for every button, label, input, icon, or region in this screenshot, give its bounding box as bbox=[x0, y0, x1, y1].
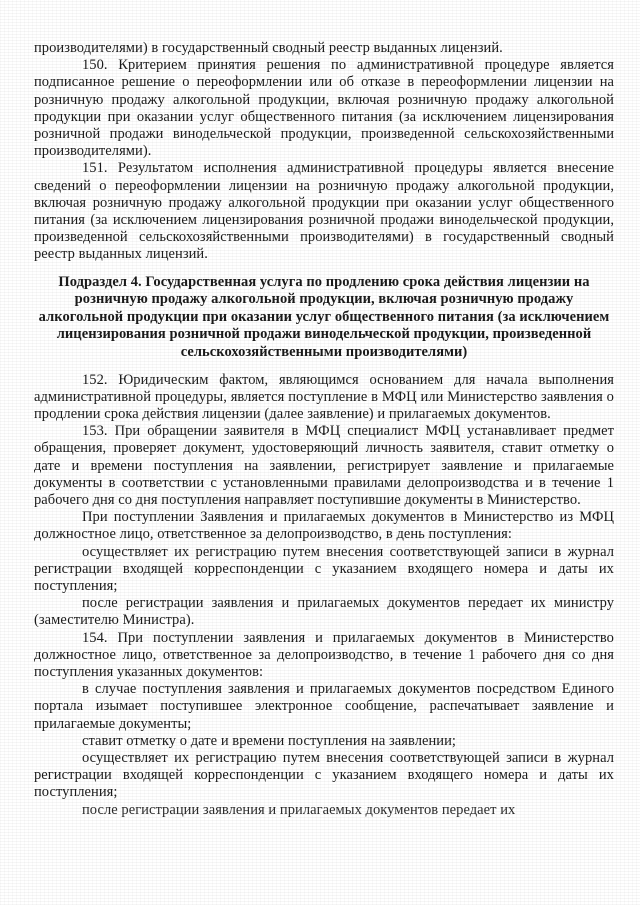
paragraph-153-mfc-receipt: При поступлении Заявления и прилагаемых документов в Министерство из МФЦ должностное лицо, ответственное за делопроизводство, в день поступления: bbox=[34, 509, 614, 543]
paragraph-154-registration: осуществляет их регистрацию путем внесения соответствующей записи в журнал регистрации входящей корреспонденции с указанием входящего номера и даты их поступления; bbox=[34, 750, 614, 801]
paragraph-151: 151. Результатом исполнения административной процедуры является внесение сведений о переоформлении лицензии на розничную продажу алкогольной продукции, включая розничную продажу алкогольной продукции при оказании услуг общественного питания (за исключением лицензирования розничной продажи винодельческой продукции, произведенной сельскохозяйственными производителями) в государственный сводный реестр выданных лицензий. bbox=[34, 160, 614, 263]
paragraph-154-mark: ставит отметку о дате и времени поступления на заявлении; bbox=[82, 732, 456, 749]
paragraph-154: 154. При поступлении заявления и прилагаемых документов в Министерство должностное лицо, ответственное за делопроизводство, в течение 1 рабочего дня со дня поступления указанных документов: bbox=[34, 629, 614, 681]
document-body bbox=[34, 40, 614, 819]
paragraph-154-transfer: после регистрации заявления и прилагаемых документов передает их bbox=[82, 801, 516, 818]
paragraph-150: 150. Критерием принятия решения по административной процедуре является подписанное решение о переоформлении или об отказе в переоформлении лицензии на розничную продажу алкогольной продукции, включая розничную продажу алкогольной продукции при оказании услуг общественного питания (за исключением лицензирования розничной продажи винодельческой продукции, произведенной сельскохозяйственными производителями). bbox=[34, 57, 614, 160]
subsection-heading: Подраздел 4. Государственная услуга по продлению срока действия лицензии на розничную продажу алкогольной продукции, включая розничную продажу алкогольной продукции при оказании услуг общественного питания (за исключением лицензирования розничной продажи винодельческой продукции, произведенной сельскохозяйственными производителями) bbox=[38, 273, 610, 361]
paragraph-intro: производителями) в государственный сводный реестр выданных лицензий. bbox=[34, 40, 503, 56]
paragraph-153-registration: осуществляет их регистрацию путем внесения соответствующей записи в журнал регистрации входящей корреспонденции с указанием входящего номера и даты их поступления; bbox=[34, 543, 614, 595]
paragraph-153: 153. При обращении заявителя в МФЦ специалист МФЦ устанавливает предмет обращения, проверяет документ, удостоверяющий личность заявителя, ставит отметку о дате и времени поступления на заявлении, регистрирует заявление и прилагаемые документы в соответствии с установленными правилами делопроизводства и в течение 1 рабочего дня со дня поступления направляет поступившие документы в Министерство. bbox=[34, 423, 614, 509]
paragraph-153-transfer: после регистрации заявления и прилагаемых документов передает их министру (заместителю Министра). bbox=[34, 595, 614, 629]
paragraph-152: 152. Юридическим фактом, являющимся основанием для начала выполнения административной процедуры, является поступление в МФЦ или Министерство заявления о продлении срока действия лицензии (далее заявление) и прилагаемых документов. bbox=[34, 371, 614, 423]
paragraph-154-portal: в случае поступления заявления и прилагаемых документов посредством Единого портала изымает поступившее электронное сообщение, распечатывает заявление и прилагаемые документы; bbox=[34, 681, 614, 732]
